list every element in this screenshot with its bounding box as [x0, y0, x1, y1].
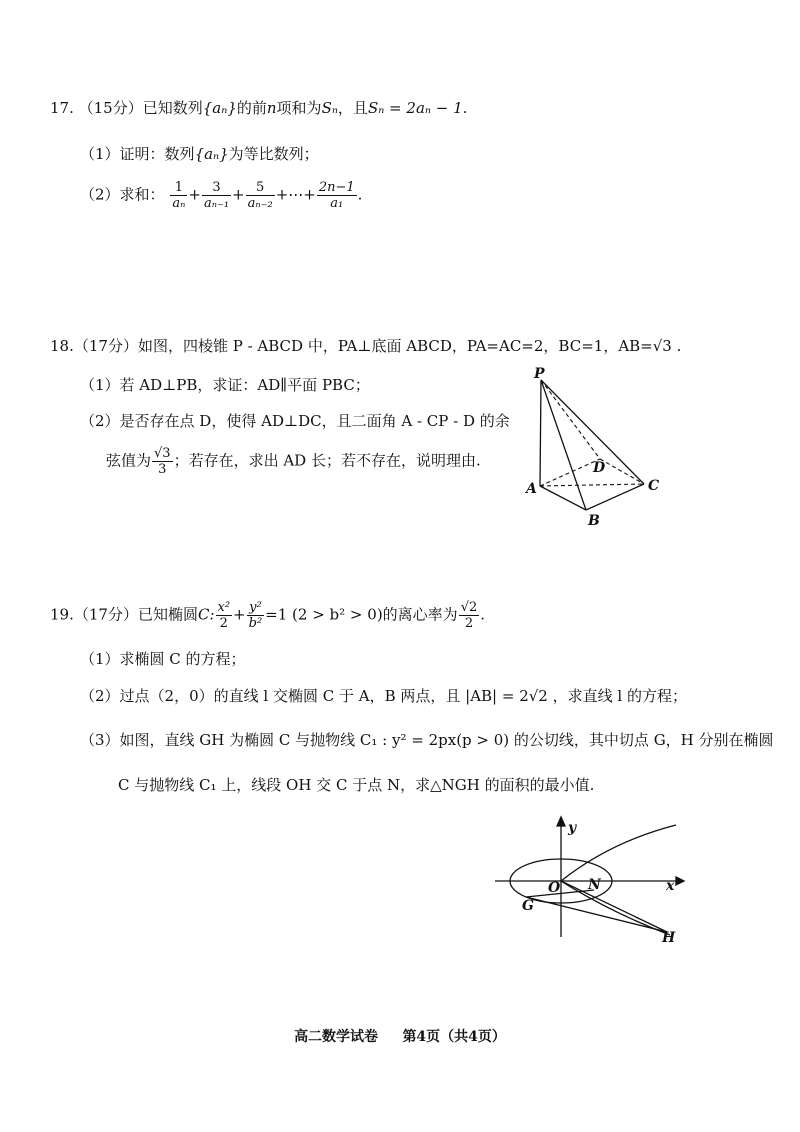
footer-subject: 高二数学试卷 [294, 1029, 379, 1045]
pyramid-figure [520, 362, 680, 532]
q18-part2b-text-a: 弦值为 [106, 451, 152, 470]
label-p: P [534, 366, 545, 382]
edge-pd [541, 380, 600, 459]
q18-part2b-text-b: ；若存在，求出 AD 长；若不存在，说明理由. [173, 451, 481, 470]
page-footer [0, 1026, 800, 1046]
q19-stem [50, 600, 485, 631]
edge-bc [586, 484, 644, 510]
q18-frac [152, 446, 173, 477]
q19-text-c: . [480, 605, 486, 624]
q18-frac-den: 3 [158, 462, 167, 477]
q19-eq-rest: =1 (2 > b² > 0) [265, 605, 383, 624]
y-axis-arrow [557, 817, 565, 826]
q17-part1 [80, 145, 319, 163]
edge-ac [540, 484, 644, 486]
q17-part2-text: 求和： [119, 185, 165, 204]
label-o: O [548, 880, 561, 896]
q17-term2 [202, 180, 231, 211]
parabola-c1 [561, 825, 676, 935]
q19-ellipse-name: C: [197, 605, 215, 624]
q17-part2-label: （2） [80, 185, 120, 204]
q19-frac-x-den: 2 [219, 616, 228, 631]
q19-frac-y-num: y² [247, 600, 265, 616]
q17-term2-den: aₙ₋₁ [203, 196, 230, 211]
q19-part2 [80, 687, 687, 705]
q17-points: （15分） [78, 99, 143, 117]
q18-part1 [80, 376, 370, 394]
q17-text-e: . [462, 99, 468, 117]
q17-sn: Sₙ [321, 99, 338, 117]
q19-frac-x [216, 600, 233, 631]
label-y: y [568, 820, 577, 836]
q17-end: . [357, 185, 363, 204]
q17-term1-num: 1 [170, 180, 187, 196]
q18-part1-text: （1）若 AD⊥PB，求证：AD∥平面 PBC； [80, 376, 370, 394]
label-n: N [588, 877, 601, 893]
label-g: G [522, 898, 534, 914]
q17-text-d: ，且 [337, 99, 368, 117]
q19-part3b [118, 776, 594, 794]
q17-term4-den: a₁ [330, 196, 344, 211]
q17-part1-seq: {aₙ} [194, 145, 229, 163]
q19-part3-text: （3）如图，直线 GH 为椭圆 C 与抛物线 C₁ : y² = 2px(p > 0) 的公切线，其中切点 G，H 分别在椭圆 [80, 731, 774, 749]
q19-ecc [459, 600, 480, 631]
label-c: C [648, 478, 660, 494]
q19-number: 19. [50, 605, 74, 624]
q17-number: 17. [50, 99, 74, 117]
q18-part2-text: （2）是否存在点 D，使得 AD⊥DC，且二面角 A - CP - D 的余 [80, 412, 510, 430]
footer-page: 第4页（共4页） [402, 1029, 506, 1045]
q17-term3-num: 5 [246, 180, 275, 196]
q19-part3b-text: C 与抛物线 C₁ 上，线段 OH 交 C 于点 N，求△NGH 的面积的最小值. [118, 776, 595, 794]
q19-text-a: 已知椭圆 [137, 605, 198, 624]
label-a: A [526, 481, 537, 497]
q17-text-a: 已知数列 [142, 99, 203, 117]
q19-ecc-den: 2 [464, 616, 474, 631]
q19-frac-x-num: x² [217, 600, 231, 615]
edge-dc [600, 459, 644, 484]
q19-frac-y-den: b² [248, 616, 263, 631]
q19-points: （17分） [73, 605, 138, 624]
q17-text-b: 的前 [236, 99, 267, 117]
edge-pa [540, 380, 541, 486]
q17-term1 [170, 180, 187, 211]
q17-term4 [317, 180, 357, 211]
label-b: B [588, 513, 600, 529]
label-d: D [593, 460, 606, 476]
q17-part1-label: （1） [80, 145, 120, 163]
q17-stem [50, 99, 467, 117]
q17-text-c: 项和为 [276, 99, 322, 117]
q19-part2-text: （2）过点（2，0）的直线 l 交椭圆 C 于 A，B 两点，且 |AB| = 2√2 ，求直线 l 的方程； [80, 687, 687, 705]
q18-part2b [106, 446, 481, 477]
label-h: H [662, 930, 676, 946]
q18-points: （17分） [73, 337, 138, 355]
q17-term3 [246, 180, 275, 211]
q17-seq: {aₙ} [202, 99, 237, 117]
segment-oh [561, 881, 667, 932]
q19-part1-text: （1）求椭圆 C 的方程； [80, 650, 246, 668]
q17-term3-den: aₙ₋₂ [247, 196, 273, 211]
q18-number: 18. [50, 337, 74, 355]
q17-part1-text: 证明：数列 [119, 145, 195, 163]
q19-text-b: 的离心率为 [382, 605, 458, 624]
q18-frac-num: √3 [154, 446, 171, 461]
q17-term1-den: aₙ [172, 196, 186, 211]
q17-part1-text-b: 为等比数列； [228, 145, 319, 163]
q17-n: n [266, 99, 277, 117]
q18-text: 如图，四棱锥 P - ABCD 中，PA⊥底面 ABCD，PA=AC=2，BC=1，AB=√3 . [137, 337, 682, 355]
x-axis-arrow [676, 877, 684, 885]
q17-term2-num: 3 [202, 180, 231, 196]
q19-part3 [80, 731, 774, 749]
q17-dots: +⋯+ [275, 185, 316, 204]
label-x: x [666, 878, 675, 894]
q19-plus: + [233, 605, 246, 624]
q17-part2: （2）求和： $\frac{1}{\text{aₙ}}$ + $\frac{3}{\text{aₙ₋₁}}$ + $\frac{5}{\text{aₙ₋₂}}$ +⋯+ $\frac{2n-1}{\text{a₁}}$ . [80, 180, 363, 211]
q19-frac-y [247, 600, 265, 631]
q18-part2 [80, 412, 510, 430]
ellipse-parabola-figure [490, 812, 690, 947]
q19-ecc-num: √2 [460, 600, 478, 615]
q17-condition: Sₙ = 2aₙ − 1 [367, 99, 463, 117]
q17-term4-num: 2n−1 [318, 180, 355, 195]
q19-part1 [80, 650, 246, 668]
q18-stem [50, 337, 681, 355]
